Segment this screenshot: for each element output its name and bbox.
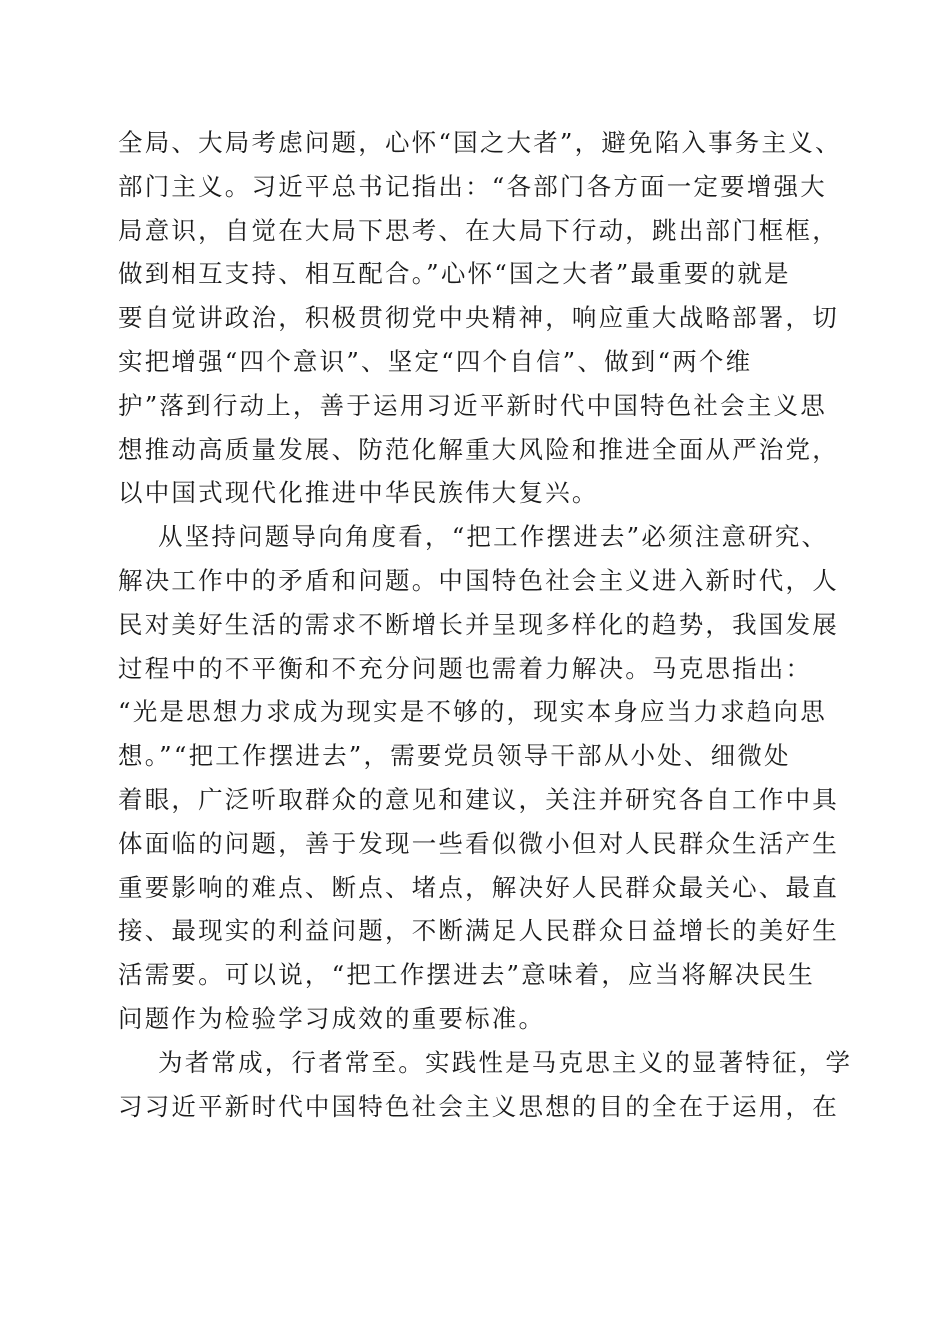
text-line: 想。”“把工作摆进去”，需要党员领导干部从小处、细微处	[118, 741, 791, 771]
body-text	[118, 121, 853, 1128]
text-line: 以中国式现代化推进中华民族伟大复兴。	[118, 478, 599, 508]
text-line: 问题作为检验学习成效的重要标准。	[118, 1003, 546, 1033]
paragraph-first-line: 从坚持问题导向角度看，“把工作摆进去”必须注意研究、	[158, 522, 829, 552]
text-line: 体面临的问题，善于发现一些看似微小但对人民群众生活产生	[118, 828, 839, 858]
text-line: 习习近平新时代中国特色社会主义思想的目的全在于运用，在	[118, 1091, 839, 1121]
text-line: 全局、大局考虑问题，心怀“国之大者”，避免陷入事务主义、	[118, 128, 842, 157]
text-line: 活需要。可以说，“把工作摆进去”意味着，应当将解决民生	[118, 960, 815, 990]
text-line: 局意识，自觉在大局下思考、在大局下行动，跳出部门框框，	[118, 215, 839, 245]
paragraph-first-line: 为者常成，行者常至。实践性是马克思主义的显著特征，学	[158, 1047, 853, 1077]
text-line: 部门主义。习近平总书记指出：“各部门各方面一定要增强大	[118, 171, 827, 201]
text-line: “光是思想力求成为现实是不够的，现实本身应当力求趋向思	[118, 697, 827, 727]
text-line: 护”落到行动上，善于运用习近平新时代中国特色社会主义思	[118, 390, 827, 420]
text-line: 要自觉讲政治，积极贯彻党中央精神，响应重大战略部署，切	[118, 303, 839, 333]
text-line: 过程中的不平衡和不充分问题也需着力解决。马克思指出：	[118, 653, 813, 683]
text-line: 想推动高质量发展、防范化解重大风险和推进全面从严治党，	[118, 434, 839, 464]
text-line: 重要影响的难点、断点、堵点，解决好人民群众最关心、最直	[118, 872, 839, 902]
text-line: 解决工作中的矛盾和问题。中国特色社会主义进入新时代，人	[118, 565, 839, 595]
text-line: 实把增强“四个意识”、坚定“四个自信”、做到“两个维	[118, 346, 753, 376]
text-line: 做到相互支持、相互配合。”心怀“国之大者”最重要的就是	[118, 259, 791, 289]
text-line: 民对美好生活的需求不断增长并呈现多样化的趋势，我国发展	[118, 609, 839, 639]
text-line: 着眼，广泛听取群众的意见和建议，关注并研究各自工作中具	[118, 784, 839, 814]
text-line: 接、最现实的利益问题，不断满足人民群众日益增长的美好生	[118, 916, 839, 946]
